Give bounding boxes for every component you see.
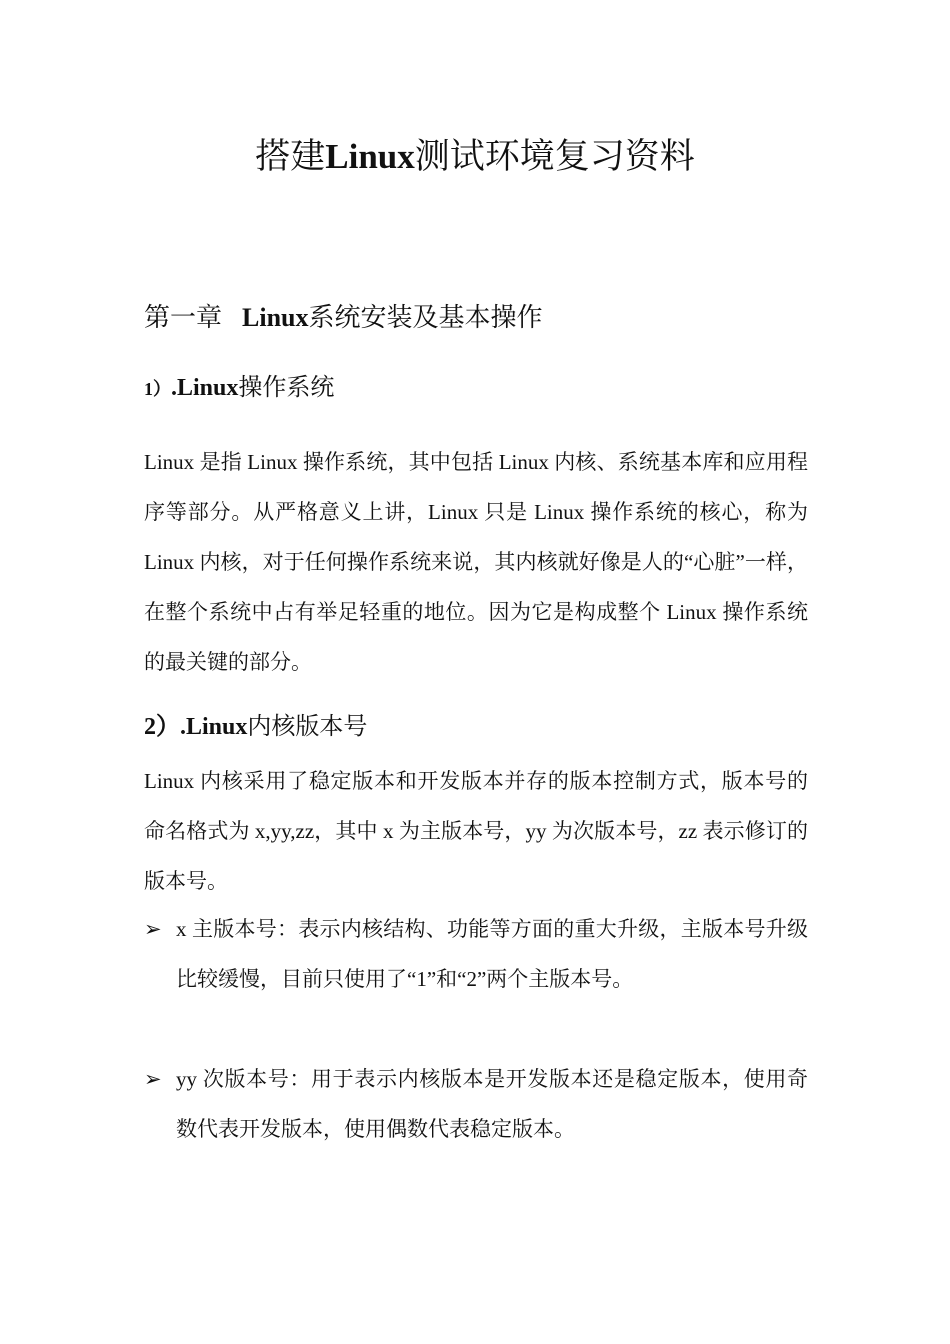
- section-1-number: 1）: [144, 379, 171, 399]
- arrow-bullet-icon: ➢: [144, 917, 162, 941]
- document-title: [0, 132, 950, 182]
- chapter-number: 第一章: [144, 303, 223, 332]
- chapter-bold: Linux: [242, 303, 309, 332]
- section-2-text: 内核版本号: [247, 714, 368, 740]
- title-suffix: 测试环境复习资料: [414, 137, 695, 176]
- title-bold: Linux: [325, 137, 415, 176]
- section-heading-2: [144, 709, 367, 745]
- arrow-bullet-icon: ➢: [144, 1067, 162, 1091]
- chapter-text: 系统安装及基本操作: [308, 303, 543, 332]
- section-2-number: 2）: [144, 714, 180, 740]
- section-1-bold: .Linux: [171, 375, 239, 401]
- title-prefix: 搭建: [255, 137, 326, 176]
- bullet-item: [144, 904, 808, 1004]
- section-heading-1: [144, 370, 334, 407]
- bullet-item: [144, 1054, 808, 1154]
- bullet-text: x 主版本号：表示内核结构、功能等方面的重大升级，主版本号升级比较缓慢，目前只使用了“1”和“2”两个主版本号。: [176, 917, 808, 991]
- chapter-heading: [144, 298, 543, 338]
- section-1-text: 操作系统: [238, 375, 335, 401]
- paragraph-2: Linux 内核采用了稳定版本和开发版本并存的版本控制方式，版本号的命名格式为 x,yy,zz，其中 x 为主版本号，yy 为次版本号，zz 表示修订的版本号。: [144, 769, 808, 893]
- bullet-text: yy 次版本号：用于表示内核版本是开发版本还是稳定版本，使用奇数代表开发版本，使用偶数代表稳定版本。: [176, 1067, 808, 1141]
- paragraph-1: Linux 是指 Linux 操作系统，其中包括 Linux 内核、系统基本库和应用程序等部分。从严格意义上讲，Linux 只是 Linux 操作系统的核心，称为 Linux 内核，对于任何操作系统来说，其内核就好像是人的“心脏”一样，在整个系统中占有举足轻重的地位。因为它是构成整个 Linux 操作系统的最关键的部分。: [144, 450, 808, 674]
- section-2-bold: .Linux: [180, 714, 248, 740]
